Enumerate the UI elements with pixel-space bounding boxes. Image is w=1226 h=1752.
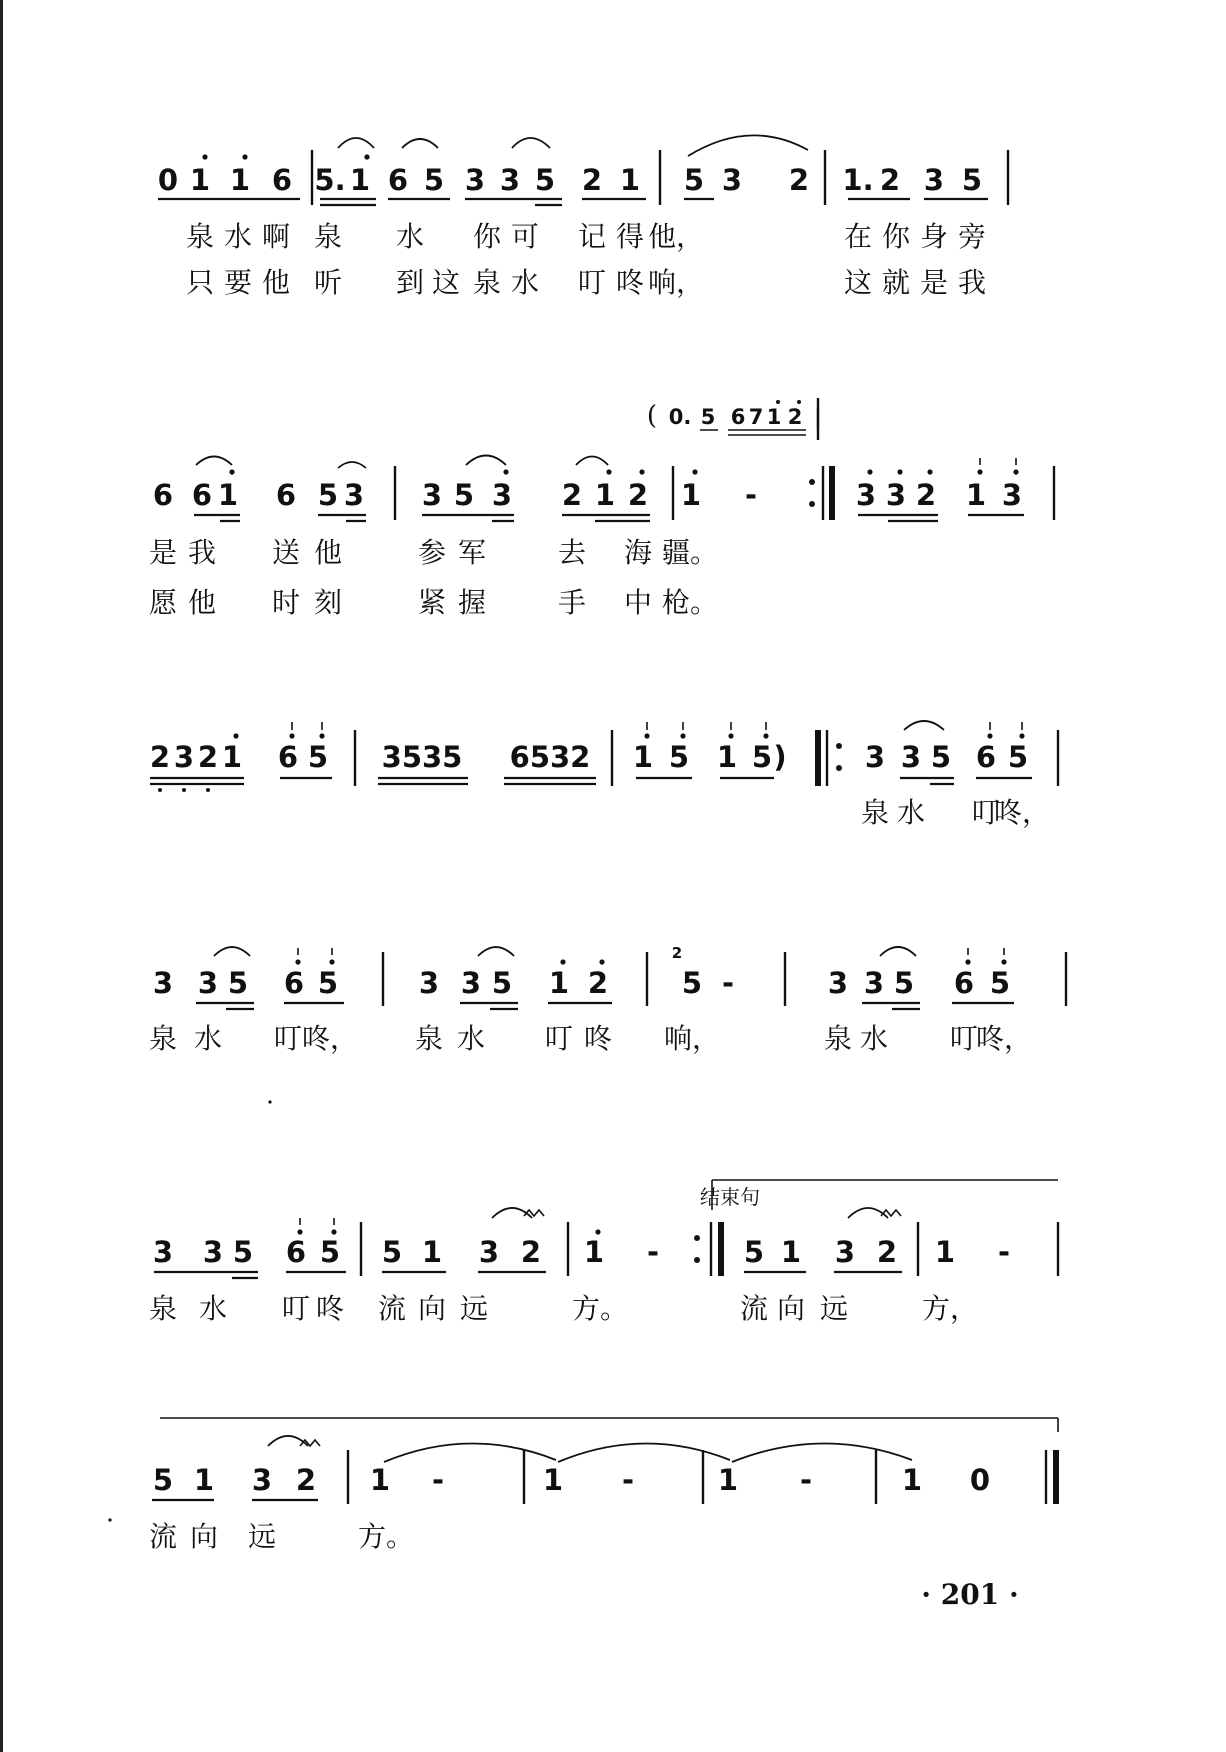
jianpu-note: 5 <box>317 966 339 1000</box>
jianpu-note: - <box>744 478 758 512</box>
lyric-verse-2: 要 <box>223 266 253 299</box>
interlude-note: 2 <box>787 405 803 429</box>
lyric-verse-1: 得 <box>615 220 645 253</box>
ending-label: 结束句 <box>700 1185 760 1209</box>
jianpu-note: 3 <box>173 740 195 774</box>
jianpu-note: 5 <box>681 966 703 1000</box>
interlude-note: 0. <box>668 405 692 429</box>
jianpu-note: 3 <box>152 966 174 1000</box>
jianpu-note: - <box>997 1235 1011 1269</box>
jianpu-note: 1 <box>901 1463 923 1497</box>
lyric-verse-1: 水 <box>859 1022 889 1055</box>
jianpu-note: 6 <box>285 1235 307 1269</box>
jianpu-note: 1 <box>717 1463 739 1497</box>
lyric-verse-1: 啊 <box>261 220 291 253</box>
lyric-verse-1: 身 <box>919 220 949 253</box>
jianpu-note: 1 <box>542 1463 564 1497</box>
interlude-note: ( <box>646 401 658 431</box>
lyric-verse-1: 泉 <box>313 220 343 253</box>
lyric-verse-1: 你 <box>881 220 911 253</box>
lyric-verse-1: 在 <box>843 220 873 253</box>
lyric-verse-1: 响， <box>663 1022 721 1055</box>
lyric-verse-1: 水 <box>456 1022 486 1055</box>
lyric-verse-2: 到 <box>395 266 425 299</box>
jianpu-note: 2 <box>788 163 810 197</box>
lyric-verse-1: 他， <box>647 220 705 253</box>
lyric-verse-2: 他 <box>261 266 291 299</box>
jianpu-note: 3 <box>863 966 885 1000</box>
jianpu-note: 5 <box>227 966 249 1000</box>
jianpu-note: 3 <box>827 966 849 1000</box>
jianpu-note: 3 <box>343 478 365 512</box>
jianpu-note: 5 <box>743 1235 765 1269</box>
lyric-verse-1: 送 <box>271 536 301 569</box>
jianpu-note: 6 <box>975 740 997 774</box>
lyric-verse-1: 泉 <box>823 1022 853 1055</box>
lyric-verse-1: 记 <box>577 220 607 253</box>
jianpu-note: 6 <box>191 478 213 512</box>
lyric-verse-1: 流 <box>739 1292 769 1325</box>
jianpu-note: 1 <box>421 1235 443 1269</box>
jianpu-note: - <box>799 1463 813 1497</box>
lyric-verse-1: 他 <box>313 536 343 569</box>
jianpu-note: 1 <box>217 478 239 512</box>
page-number: · 201 · <box>921 1578 1019 1611</box>
lyric-verse-1: 泉 <box>148 1292 178 1325</box>
jianpu-note: 5 <box>491 966 513 1000</box>
jianpu-note: 5 <box>683 163 705 197</box>
jianpu-note: 6 <box>953 966 975 1000</box>
jianpu-note: 3 <box>834 1235 856 1269</box>
lyric-verse-1: 泉 <box>860 796 890 829</box>
jianpu-note: 1 <box>221 740 243 774</box>
jianpu-note: 1 <box>594 478 616 512</box>
jianpu-note: 3 <box>197 966 219 1000</box>
lyric-verse-1: 远 <box>819 1292 849 1325</box>
lyric-verse-2: 枪。 <box>661 586 719 619</box>
jianpu-note: 5 <box>930 740 952 774</box>
lyric-verse-2: 响， <box>647 266 705 299</box>
jianpu-note: 3 <box>499 163 521 197</box>
jianpu-note: 1 <box>369 1463 391 1497</box>
lyric-verse-1: 叮 <box>281 1292 311 1325</box>
interlude-note: | <box>814 405 822 429</box>
interlude-note: 6 <box>730 405 746 429</box>
jianpu-note: 6 <box>275 478 297 512</box>
jianpu-note: 3 <box>885 478 907 512</box>
lyric-verse-1: 可 <box>510 220 540 253</box>
jianpu-note: 1 <box>583 1235 605 1269</box>
interlude-note: 1 <box>766 405 782 429</box>
jianpu-note: 2 <box>915 478 937 512</box>
lyric-verse-2: 水 <box>510 266 540 299</box>
jianpu-note: 2 <box>879 163 901 197</box>
text-layer <box>149 163 1050 1553</box>
lyric-verse-1: 水 <box>223 220 253 253</box>
lyric-verse-2: 紧 <box>417 586 447 619</box>
lyric-verse-1: 疆。 <box>661 536 719 569</box>
lyric-verse-2: 他 <box>187 586 217 619</box>
jianpu-note: 1 <box>632 740 654 774</box>
jianpu-note: 5 <box>989 966 1011 1000</box>
jianpu-note: 5 <box>668 740 690 774</box>
lyric-verse-1: 咚， <box>301 1022 359 1055</box>
jianpu-note: 3 <box>478 1235 500 1269</box>
jianpu-note: 3 <box>855 478 877 512</box>
jianpu-note: - <box>431 1463 445 1497</box>
lyric-verse-1: 参 <box>417 536 447 569</box>
lyric-verse-2: 我 <box>957 266 987 299</box>
jianpu-note: 5 <box>152 1463 174 1497</box>
lyric-verse-2: 这 <box>431 266 461 299</box>
lyric-verse-2: 手 <box>557 586 587 619</box>
jianpu-note: 6 <box>283 966 305 1000</box>
jianpu-note: 5 <box>751 740 773 774</box>
jianpu-note: 3 <box>202 1235 224 1269</box>
jianpu-note: 1 <box>349 163 371 197</box>
lyric-verse-1: 远 <box>459 1292 489 1325</box>
jianpu-note: 6 <box>271 163 293 197</box>
lyric-verse-1: 水 <box>198 1292 228 1325</box>
lyric-verse-1: 泉 <box>148 1022 178 1055</box>
jianpu-note: 6 <box>152 478 174 512</box>
lyric-verse-1: 咚， <box>993 796 1051 829</box>
jianpu-note: 5 <box>1007 740 1029 774</box>
jianpu-note: 3 <box>900 740 922 774</box>
jianpu-note: 1 <box>780 1235 802 1269</box>
lyric-verse-1: 流 <box>148 1520 178 1553</box>
jianpu-note: 3 <box>864 740 886 774</box>
lyric-verse-1: 叮 <box>971 796 1001 829</box>
lyric-verse-1: 是 <box>148 536 178 569</box>
lyric-verse-1: 向 <box>189 1520 219 1553</box>
jianpu-note: 2 <box>627 478 649 512</box>
jianpu-note: 2 <box>587 966 609 1000</box>
jianpu-note: 5 <box>232 1235 254 1269</box>
jianpu-note: 0 <box>969 1463 991 1497</box>
jianpu-note: 6532 <box>509 740 591 774</box>
lyric-verse-2: 就 <box>881 266 911 299</box>
lyric-verse-1: 远 <box>247 1520 277 1553</box>
lyric-verse-1: 咚 <box>315 1292 345 1325</box>
jianpu-note: 5 <box>381 1235 403 1269</box>
jianpu-note: 1 <box>680 478 702 512</box>
jianpu-note: 3 <box>1001 478 1023 512</box>
lyric-verse-2: 愿 <box>148 586 178 619</box>
jianpu-note: 6 <box>387 163 409 197</box>
jianpu-note: 2 <box>561 478 583 512</box>
lyric-verse-1: 向 <box>417 1292 447 1325</box>
lyric-verse-2: 这 <box>843 266 873 299</box>
lyric-verse-1: 去 <box>557 536 587 569</box>
jianpu-note: 1 <box>716 740 738 774</box>
lyric-verse-1: 方， <box>921 1292 979 1325</box>
jianpu-note: 3 <box>923 163 945 197</box>
lyric-verse-1: 我 <box>187 536 217 569</box>
jianpu-note: 5 <box>961 163 983 197</box>
jianpu-note: 5 <box>453 478 475 512</box>
jianpu-note: 3 <box>421 478 443 512</box>
lyric-verse-1: 军 <box>457 536 487 569</box>
lyric-verse-1: 方。 <box>571 1292 629 1325</box>
lyric-verse-1: 旁 <box>957 220 987 253</box>
lyric-verse-1: 水 <box>193 1022 223 1055</box>
jianpu-note: 2 <box>149 740 171 774</box>
jianpu-note: 5 <box>319 1235 341 1269</box>
jianpu-note: 1. <box>842 163 874 197</box>
jianpu-note: 3 <box>251 1463 273 1497</box>
jianpu-note: 2 <box>295 1463 317 1497</box>
grace-note: 2 <box>671 944 683 962</box>
jianpu-note: 5 <box>534 163 556 197</box>
interlude-note: 5 <box>700 405 716 429</box>
lyric-verse-1: 海 <box>623 536 653 569</box>
lyric-verse-1: 流 <box>377 1292 407 1325</box>
jianpu-note: 3 <box>464 163 486 197</box>
lyric-verse-1: 咚 <box>583 1022 613 1055</box>
jianpu-note: 1 <box>229 163 251 197</box>
jianpu-note: 3535 <box>381 740 463 774</box>
lyric-verse-2: 听 <box>313 266 343 299</box>
lyric-verse-1: 水 <box>896 796 926 829</box>
jianpu-note: ) <box>773 740 787 774</box>
lyric-verse-2: 咚 <box>615 266 645 299</box>
jianpu-note: 1 <box>548 966 570 1000</box>
jianpu-note: - <box>646 1235 660 1269</box>
lyric-verse-1: 叮 <box>544 1022 574 1055</box>
lyric-verse-2: 只 <box>185 266 215 299</box>
jianpu-note: 1 <box>619 163 641 197</box>
jianpu-note: 5 <box>893 966 915 1000</box>
jianpu-note: 2 <box>520 1235 542 1269</box>
interlude-note: 7 <box>748 405 764 429</box>
lyric-verse-2: 叮 <box>577 266 607 299</box>
lyric-verse-2: 时 <box>271 586 301 619</box>
lyric-verse-1: 泉 <box>185 220 215 253</box>
jianpu-note: 2 <box>581 163 603 197</box>
jianpu-note: - <box>721 966 735 1000</box>
jianpu-note: 1 <box>965 478 987 512</box>
lyric-verse-1: 水 <box>395 220 425 253</box>
jianpu-note: 2 <box>197 740 219 774</box>
jianpu-note: 5 <box>317 478 339 512</box>
jianpu-note: 3 <box>721 163 743 197</box>
jianpu-note: 5 <box>307 740 329 774</box>
jianpu-note: 5 <box>423 163 445 197</box>
lyric-verse-1: 泉 <box>414 1022 444 1055</box>
jianpu-note: 3 <box>152 1235 174 1269</box>
jianpu-note: 3 <box>418 966 440 1000</box>
jianpu-note: 3 <box>460 966 482 1000</box>
lyric-verse-2: 握 <box>457 586 487 619</box>
lyric-verse-1: 向 <box>776 1292 806 1325</box>
jianpu-note: 3 <box>491 478 513 512</box>
lyric-verse-2: 刻 <box>313 586 343 619</box>
lyric-verse-2: 中 <box>623 586 653 619</box>
jianpu-note: 1 <box>189 163 211 197</box>
lyric-verse-1: 叮 <box>273 1022 303 1055</box>
jianpu-note: 5. <box>314 163 346 197</box>
lyric-verse-1: 叮 <box>949 1022 979 1055</box>
jianpu-note: - <box>621 1463 635 1497</box>
jianpu-note: 1 <box>934 1235 956 1269</box>
jianpu-note: 1 <box>193 1463 215 1497</box>
lyric-verse-2: 是 <box>919 266 949 299</box>
lyric-verse-2: 泉 <box>472 266 502 299</box>
lyric-verse-1: 咚， <box>975 1022 1033 1055</box>
jianpu-note: 0 <box>157 163 179 197</box>
lyric-verse-1: 方。 <box>357 1520 415 1553</box>
lyric-verse-1: 你 <box>472 220 502 253</box>
jianpu-note: 6 <box>277 740 299 774</box>
jianpu-note: 2 <box>876 1235 898 1269</box>
